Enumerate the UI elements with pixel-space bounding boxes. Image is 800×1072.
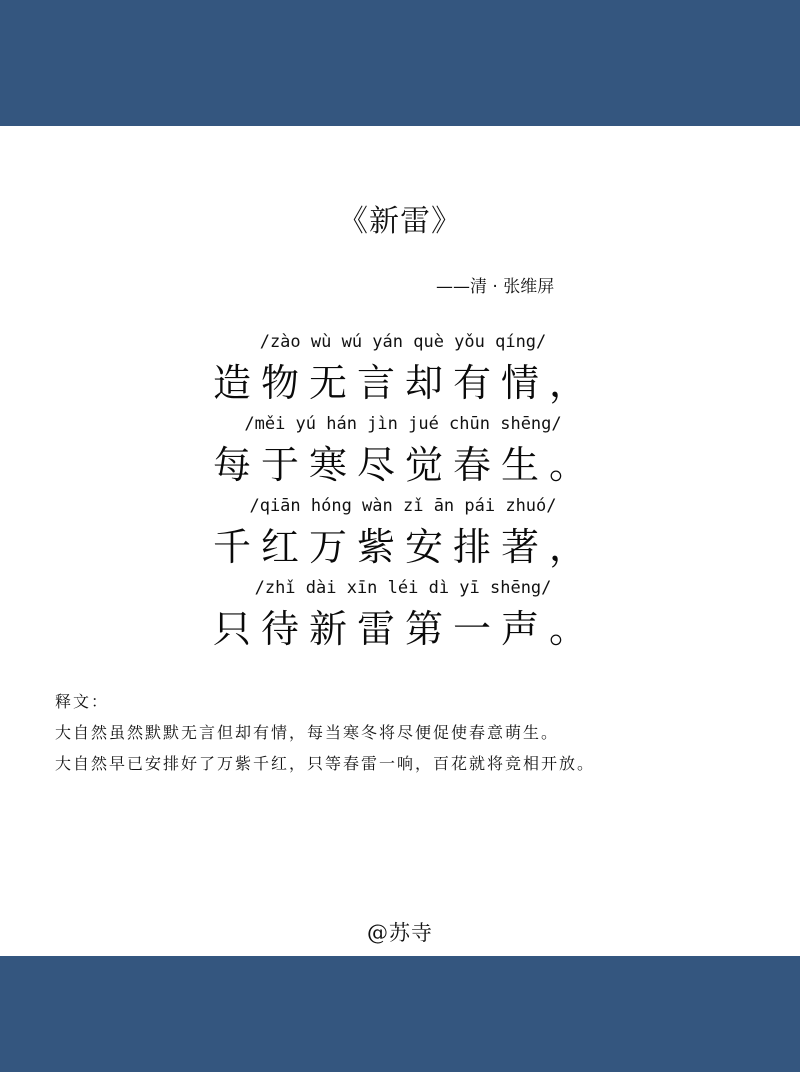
pinyin-line-3: /qiān hóng wàn zǐ ān pái zhuó/ [249,496,557,516]
pinyin-line-4: /zhǐ dài xīn léi dì yī shēng/ [254,578,552,598]
poem-title: 《新雷》 [338,204,462,239]
author-signature: @苏寺 [367,921,433,945]
translation-line-2: 大自然早已安排好了万紫千红，只等春雷一响，百花就将竞相开放。 [55,754,596,773]
bottom-color-band [0,956,800,1072]
verse-line-4: 只待新雷第一声。 [212,607,597,651]
pinyin-line-1: /zào wù wú yán què yǒu qíng/ [259,332,547,352]
poem-body [0,328,800,656]
poem-author: ——清 · 张维屏 [436,277,555,297]
verse-line-1: 造物无言却有情， [212,361,597,405]
translation-label: 释文： [55,692,110,711]
pinyin-line-2: /měi yú hán jìn jué chūn shēng/ [244,414,562,434]
translation-line-1: 大自然虽然默默无言但却有情，每当寒冬将尽便促使春意萌生。 [55,723,560,742]
top-color-band [0,0,800,126]
verse-line-2: 每于寒尽觉春生。 [212,443,597,487]
translation-section [55,686,755,779]
verse-line-3: 千红万紫安排著， [212,525,597,569]
